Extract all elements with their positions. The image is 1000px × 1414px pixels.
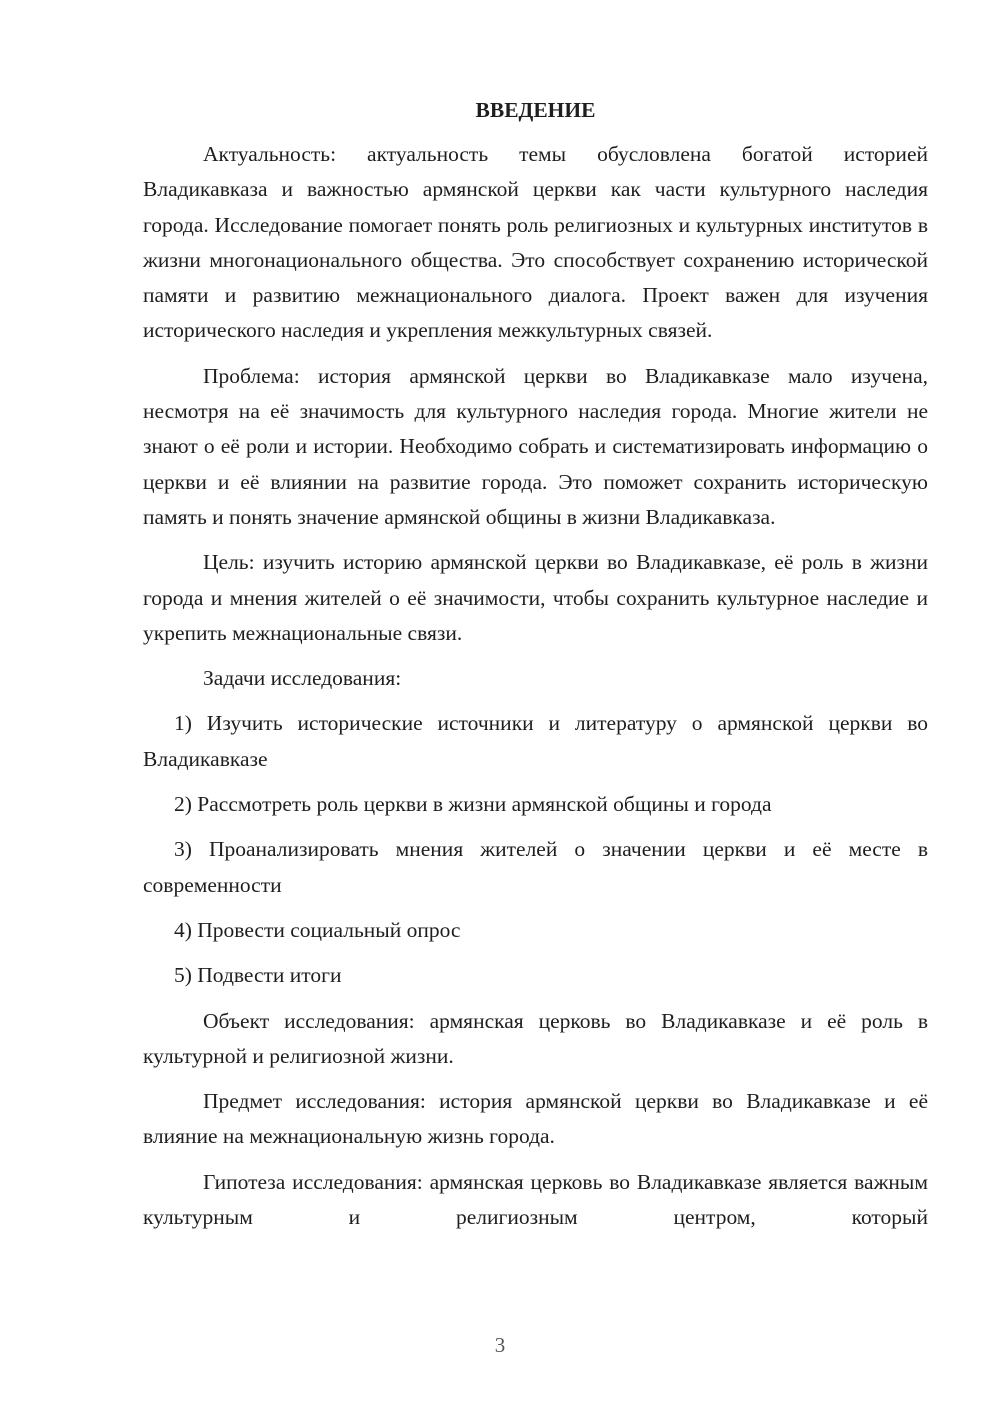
hypothesis-paragraph: Гипотеза исследования: армянская церковь во Владикавказе является важным культурным и религиозным центром, который: [143, 1169, 928, 1230]
task-item-3: 3) Проанализировать мнения жителей о значении церкви и её месте в современности: [143, 837, 928, 897]
task-item-4: 4) Провести социальный опрос: [174, 917, 461, 942]
section-heading: ВВЕДЕНИЕ: [475, 98, 596, 122]
page-content: [143, 95, 928, 1235]
subject-paragraph: Предмет исследования: история армянской церкви во Владикавказе и её влияние на межнациональную жизнь города.: [143, 1089, 928, 1149]
page-number: 3: [494, 1333, 506, 1357]
task-item-1: 1) Изучить исторические источники и литературу о армянской церкви во Владикавказе: [143, 711, 928, 771]
tasks-intro: Задачи исследования:: [203, 666, 402, 691]
object-paragraph: Объект исследования: армянская церковь во Владикавказе и её роль в культурной и религиозной жизни.: [143, 1008, 928, 1068]
relevance-paragraph: Актуальность: актуальность темы обусловлена богатой историей Владикавказа и важностью армянской церкви как части культурного наследия города. Исследование помогает понять роль религиозных и культурных институтов в жизни многонационального общества. Это способствует сохранению исторической памяти и развитию межнационального диалога. Проект важен для изучения исторического наследия и укрепления межкультурных связей.: [143, 142, 928, 343]
task-item-2: 2) Рассмотреть роль церкви в жизни армянской общины и города: [174, 792, 772, 817]
problem-paragraph: Проблема: история армянской церкви во Владикавказе мало изучена, несмотря на её значимость для культурного наследия города. Многие жители не знают о её роли и истории. Необходимо собрать и систематизировать информацию о церкви и её влиянии на развитие города. Это поможет сохранить историческую память и понять значение армянской общины в жизни Владикавказа.: [143, 363, 928, 529]
task-item-5: 5) Подвести итоги: [174, 963, 342, 988]
goal-paragraph: Цель: изучить историю армянской церкви во Владикавказе, её роль в жизни города и мнения жителей о её значимости, чтобы сохранить культурное наследие и укрепить межнациональные связи.: [143, 550, 928, 645]
